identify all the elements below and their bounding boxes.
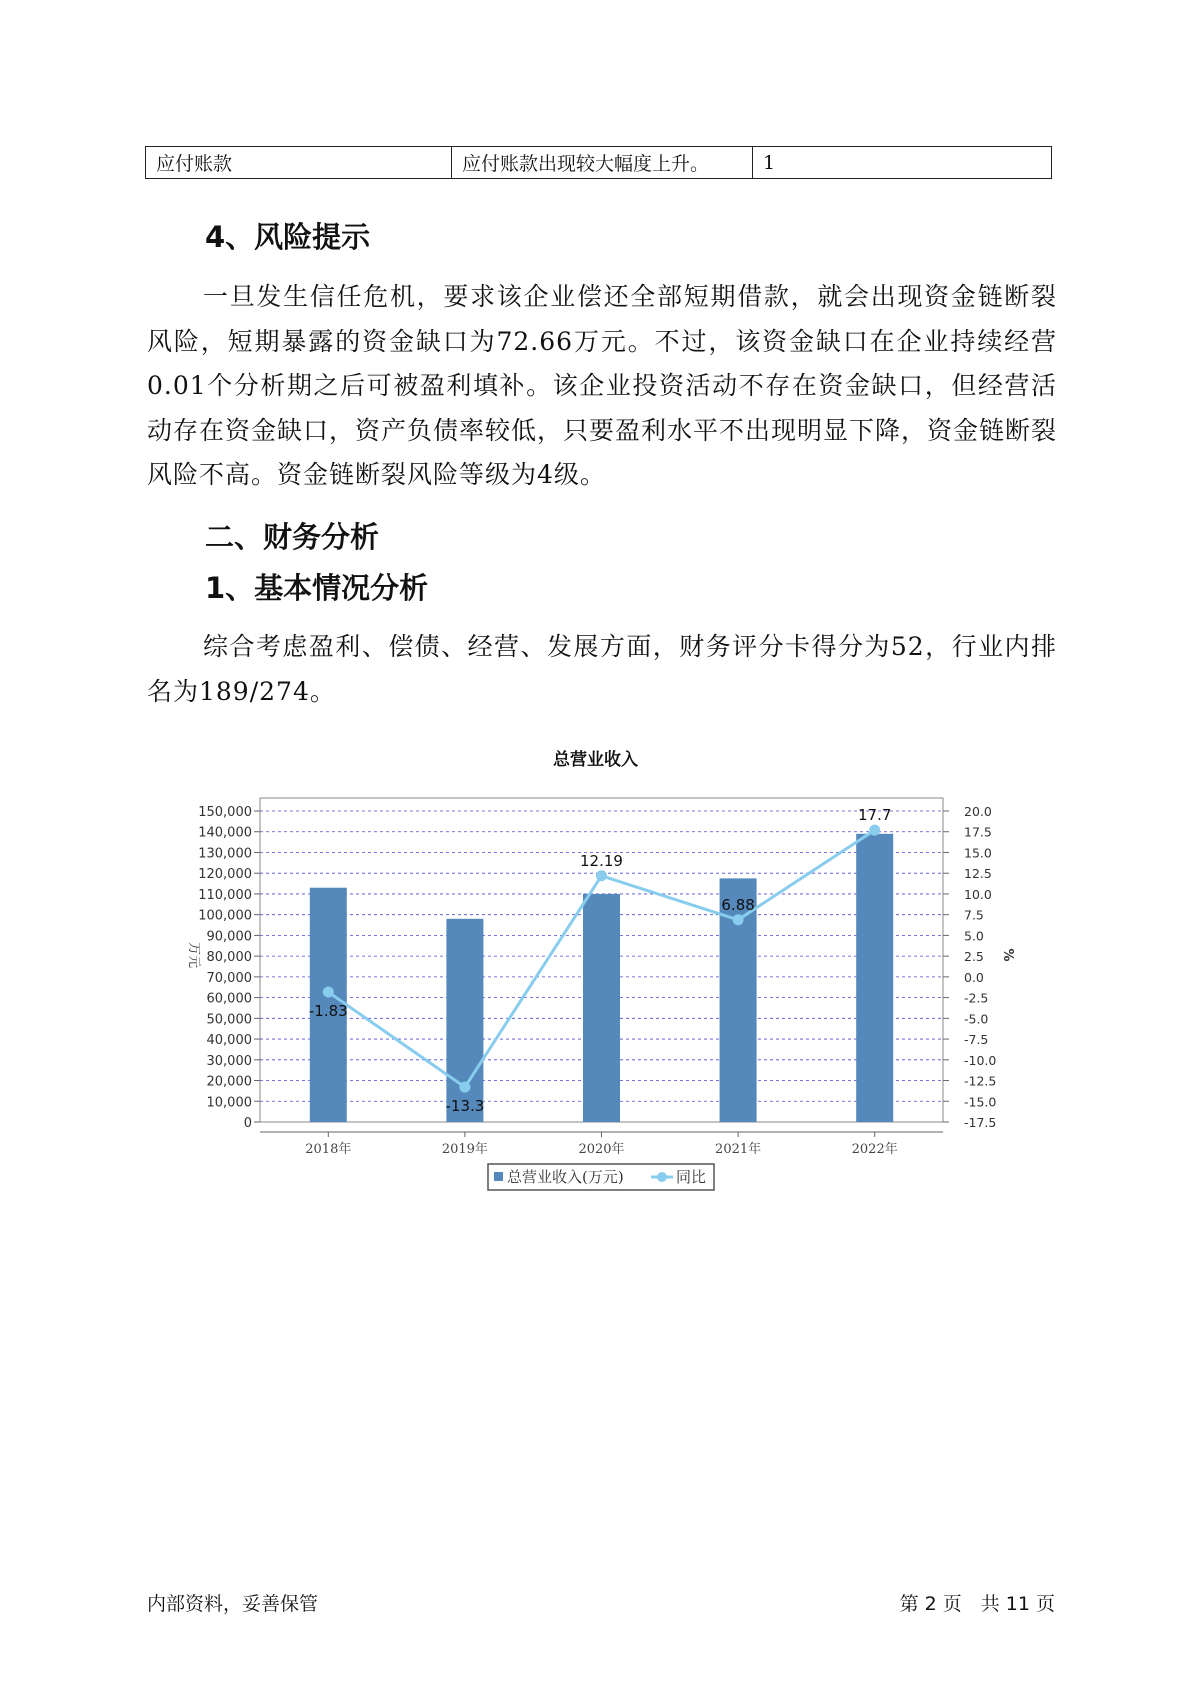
data-label: 17.7	[857, 806, 892, 825]
yoy-point	[596, 870, 607, 881]
x-tick-label: 2022年	[851, 1142, 898, 1157]
yoy-point	[459, 1082, 470, 1093]
y2-tick-label: 0.0	[964, 969, 984, 985]
section-heading-risk: 4、风险提示	[205, 220, 371, 254]
y2-tick-label: -17.5	[964, 1115, 997, 1130]
y-tick-label: 120,000	[198, 867, 252, 883]
x-tick-label: 2018年	[305, 1142, 352, 1157]
y2-tick-label: -7.5	[964, 1032, 989, 1048]
risk-paragraph: 一旦发生信任危机，要求该企业偿还全部短期借款，就会出现资金链断裂风险，短期暴露的资金缺口为72.66万元。不过，该资金缺口在企业持续经营 0.01个分析期之后可被盈利填补。该企业投资活动不存在资金缺口，但经营活动存在资金缺口，资产负债率较低，只要盈利水平不出现明显下降，资金链断裂风险不高。资金链断裂风险等级为4级。	[147, 282, 1058, 489]
table-cell-score: 1	[753, 147, 1052, 179]
chart-title: 总营业收入	[553, 750, 638, 770]
table-cell-description: 应付账款出现较大幅度上升。	[452, 147, 753, 179]
y-tick-label: 80,000	[206, 950, 252, 966]
x-tick-label: 2019年	[441, 1142, 488, 1157]
y-axis-label: 万元	[186, 941, 201, 969]
data-label: 12.19	[580, 851, 623, 870]
y2-tick-label: -2.5	[964, 990, 989, 1006]
x-tick-label: 2020年	[578, 1142, 625, 1157]
footer-page-number: 第 2 页 共 11 页	[899, 1593, 1055, 1615]
y2-tick-label: 5.0	[964, 928, 984, 944]
y2-axis-label: %	[1000, 948, 1015, 962]
y-tick-label: 100,000	[198, 908, 252, 924]
bar	[583, 894, 620, 1122]
section-heading-financial-analysis: 二、财务分析	[205, 520, 380, 554]
data-label: -1.83	[308, 1002, 348, 1021]
legend-bar-label: 总营业收入(万元)	[507, 1168, 624, 1186]
y2-tick-label: -5.0	[964, 1011, 989, 1027]
y2-tick-label: 2.5	[964, 949, 984, 965]
y2-tick-label: 17.5	[964, 824, 992, 840]
basic-analysis-paragraph: 综合考虑盈利、偿债、经营、发展方面，财务评分卡得分为52，行业内排名为189/274。	[147, 632, 1057, 706]
data-label: -13.3	[445, 1097, 485, 1116]
y-tick-label: 70,000	[206, 970, 252, 986]
footer-confidential: 内部资料，妥善保管	[147, 1593, 319, 1615]
y-tick-label: 0	[243, 1116, 252, 1131]
y2-tick-label: 15.0	[964, 845, 992, 861]
y-tick-label: 90,000	[206, 929, 252, 945]
y-tick-label: 110,000	[198, 887, 252, 903]
y-tick-label: 20,000	[206, 1074, 252, 1090]
y2-tick-label: 20.0	[964, 804, 992, 819]
data-label: 6.88	[721, 895, 755, 914]
y2-tick-label: 7.5	[964, 907, 984, 923]
y-tick-label: 60,000	[206, 991, 252, 1007]
yoy-point	[869, 825, 880, 836]
y-tick-label: 50,000	[206, 1012, 252, 1028]
y2-tick-label: -10.0	[964, 1052, 997, 1068]
table-cell-item: 应付账款	[146, 147, 452, 179]
y-tick-label: 130,000	[198, 846, 252, 862]
y2-tick-label: 12.5	[964, 866, 992, 882]
yoy-point	[733, 914, 744, 925]
bar	[856, 834, 893, 1122]
y2-tick-label: -12.5	[964, 1073, 997, 1089]
y-tick-label: 150,000	[198, 805, 252, 820]
y2-tick-label: -15.0	[964, 1094, 997, 1110]
legend-line-label: 同比	[676, 1168, 707, 1186]
y2-tick-label: 10.0	[964, 886, 992, 902]
section-heading-basic-analysis: 1、基本情况分析	[205, 571, 429, 605]
y-tick-label: 140,000	[198, 825, 252, 841]
y-tick-label: 40,000	[206, 1033, 252, 1049]
legend-line-marker	[657, 1172, 667, 1182]
x-tick-label: 2021年	[715, 1142, 762, 1157]
y-tick-label: 30,000	[206, 1053, 252, 1069]
legend-bar-swatch	[494, 1172, 503, 1181]
y-tick-label: 10,000	[206, 1095, 252, 1111]
yoy-point	[323, 987, 334, 998]
